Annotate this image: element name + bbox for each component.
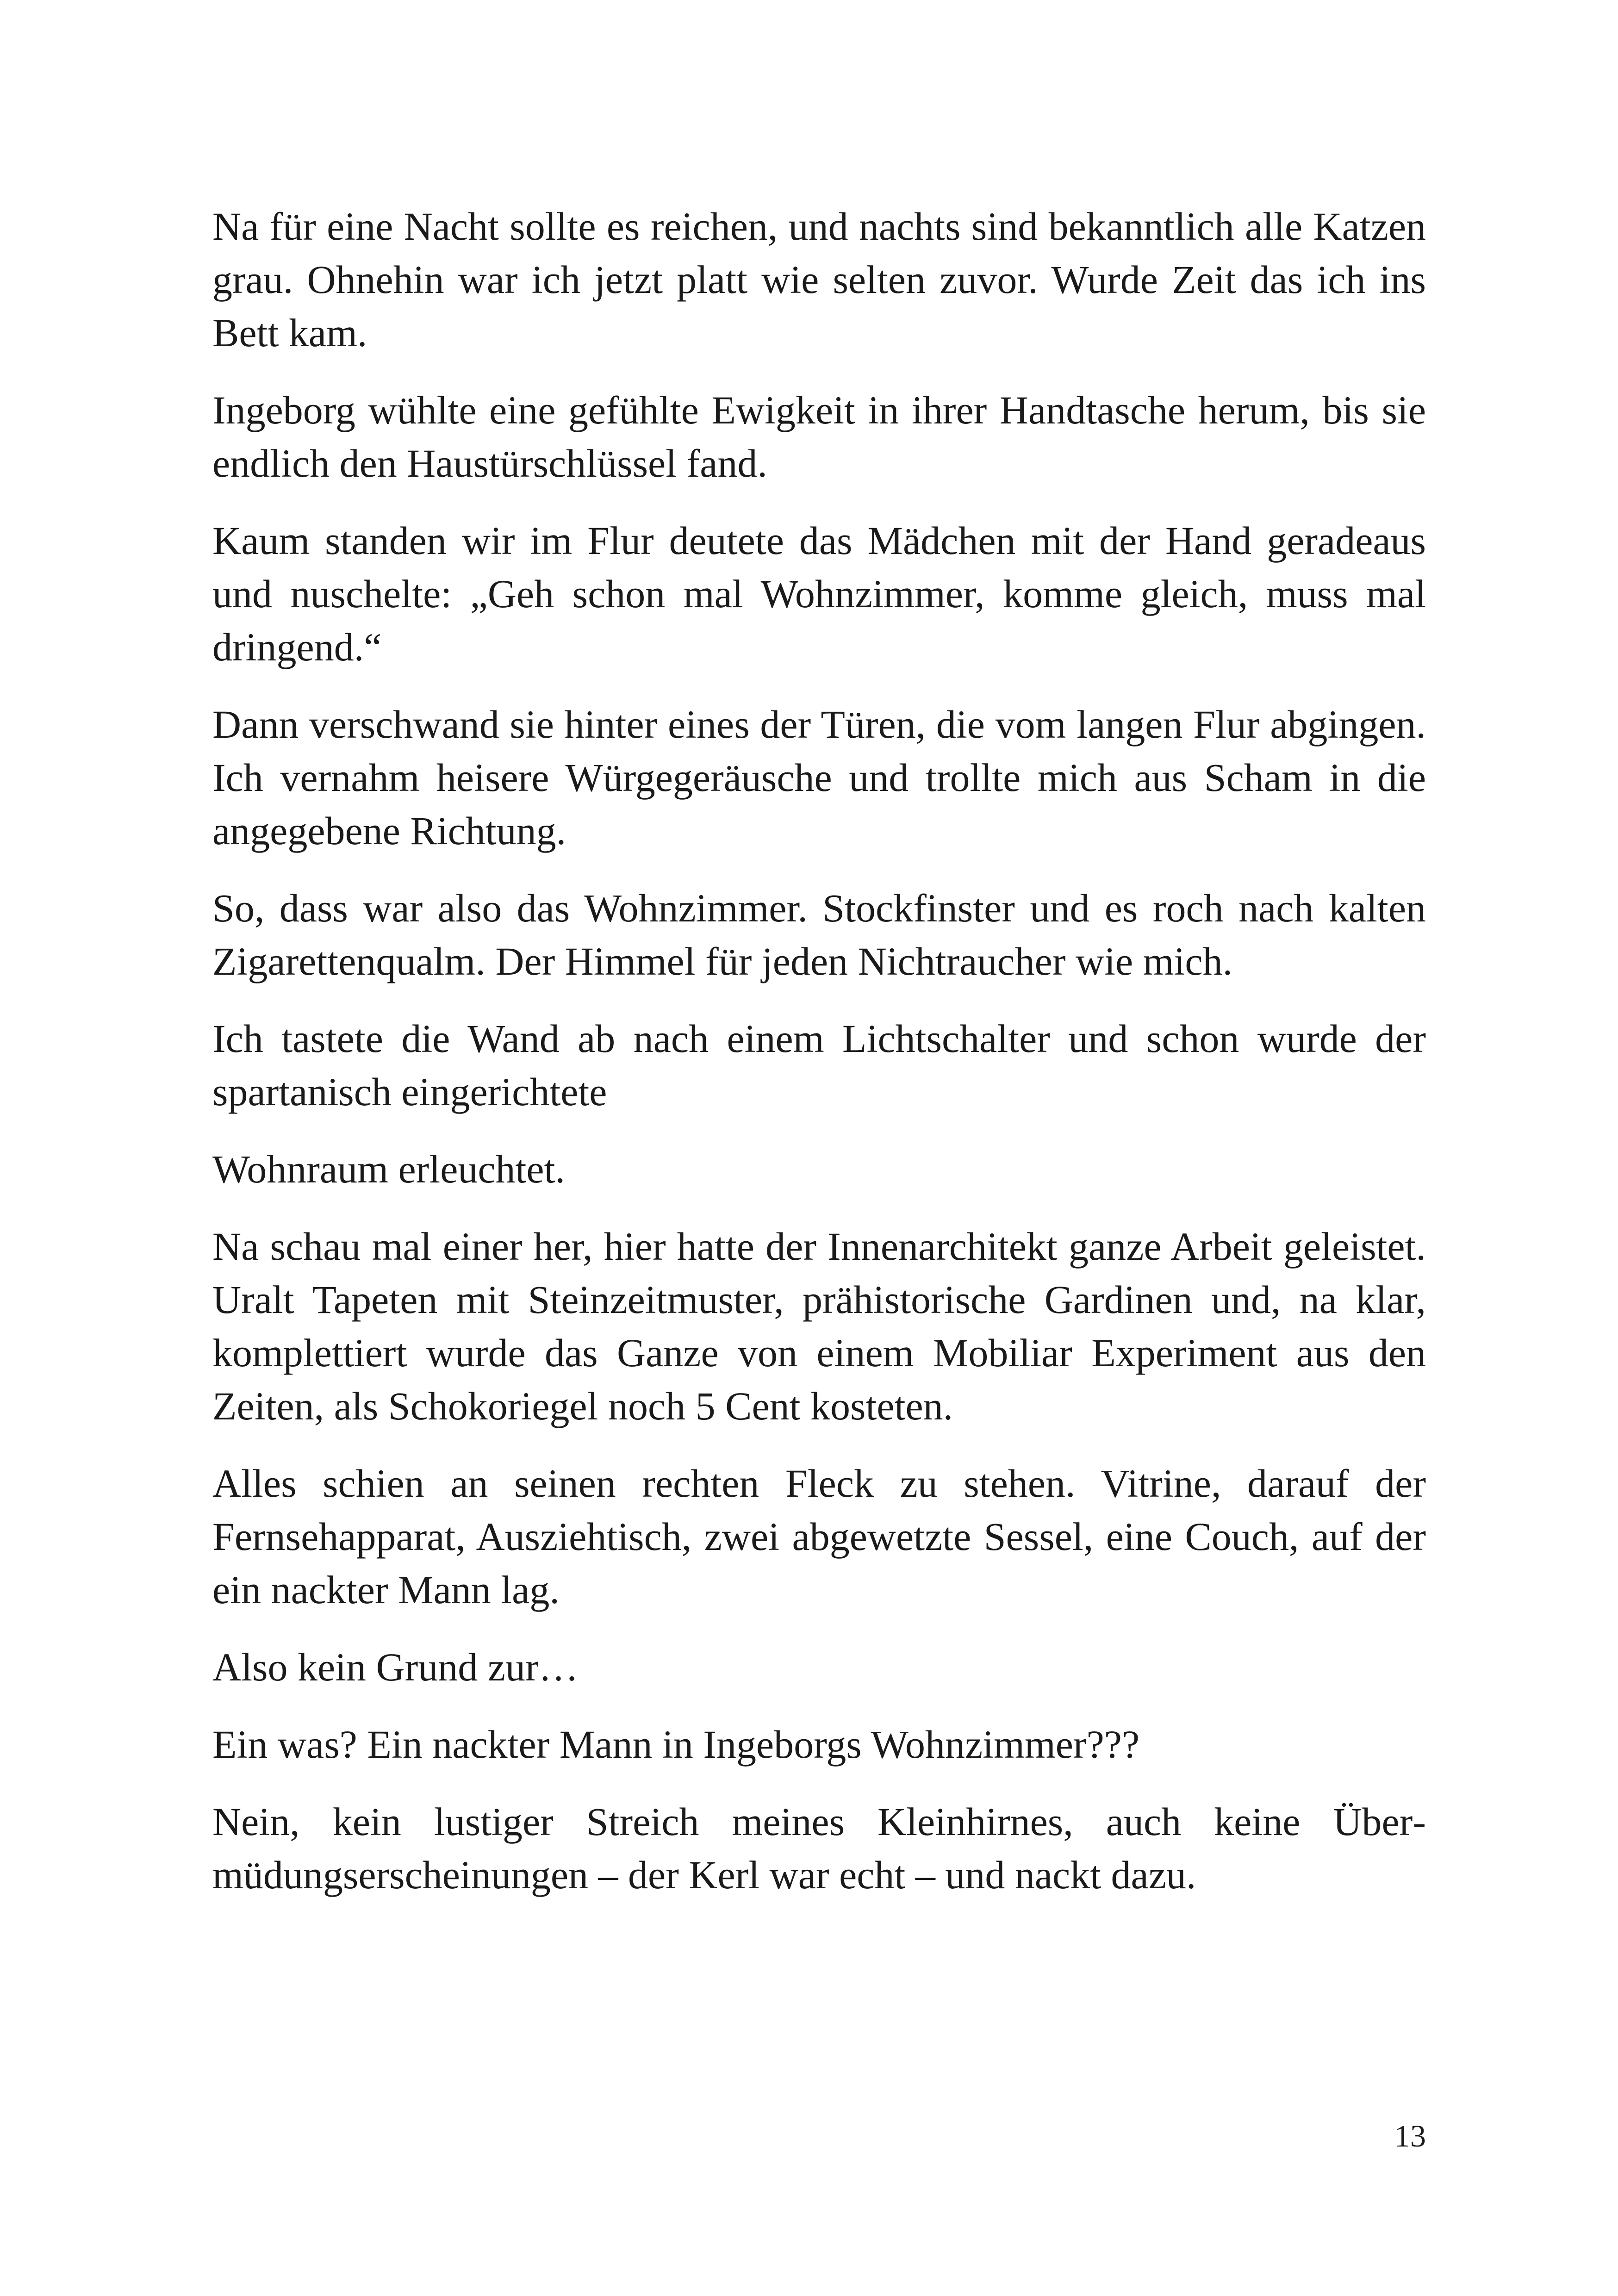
paragraph: Nein, kein lustiger Streich meines Kleinhirnes, auch keine Übermüdungserscheinungen – der Kerl war echt – und nackt dazu. [212,1799,1426,1897]
paragraph: Also kein Grund zur… [212,1645,579,1689]
paragraph: Alles schien an seinen rechten Fleck zu stehen. Vitrine, darauf der Fernsehapparat, Ausziehtisch, zwei abgewetzte Sessel, eine Couch, auf der ein nackter Mann lag. [212,1461,1426,1612]
paragraph: Ingeborg wühlte eine gefühlte Ewigkeit in ihrer Handtasche herum, bis sie endlich den Haustürschlüssel fand. [212,388,1426,485]
paragraph: Wohnraum erleuchtet. [212,1147,565,1191]
paragraph: Ich tastete die Wand ab nach einem Lichtschalter und schon wurde der spartanisch eingerichtete [212,1016,1426,1114]
paragraph: Ein was? Ein nackter Mann in Ingeborgs Wohnzimmer??? [212,1722,1140,1767]
paragraph: Na schau mal einer her, hier hatte der Innenarchitekt ganze Arbeit geleistet. Uralt Tapeten mit Steinzeitmuster, prähistorische Gardinen und, na klar, komplettiert wurde das Ganze von einem Mobiliar Experiment aus den Zeiten, als Schokoriegel noch 5 Cent kosteten. [212,1224,1426,1428]
body-text [212,200,1426,1926]
paragraph: Dann verschwand sie hinter eines der Türen, die vom langen Flur abgingen. Ich vernahm heisere Würgegeräusche und trollte mich aus Scham in die angegebene Richtung. [212,702,1426,853]
page-number: 13 [1394,2118,1426,2153]
paragraph: Na für eine Nacht sollte es reichen, und nachts sind bekanntlich alle Katzen grau. Ohnehin war ich jetzt platt wie selten zuvor. Wurde Zeit das ich ins Bett kam. [212,204,1426,355]
paragraph: So, dass war also das Wohnzimmer. Stockfinster und es roch nach kalten Zigarettenqualm. Der Himmel für jeden Nichtraucher wie mich. [212,886,1426,983]
paragraph: Kaum standen wir im Flur deutete das Mädchen mit der Hand geradeaus und nuschelte: „Geh schon mal Wohnzimmer, komme gleich, muss mal dringend.“ [212,518,1426,669]
